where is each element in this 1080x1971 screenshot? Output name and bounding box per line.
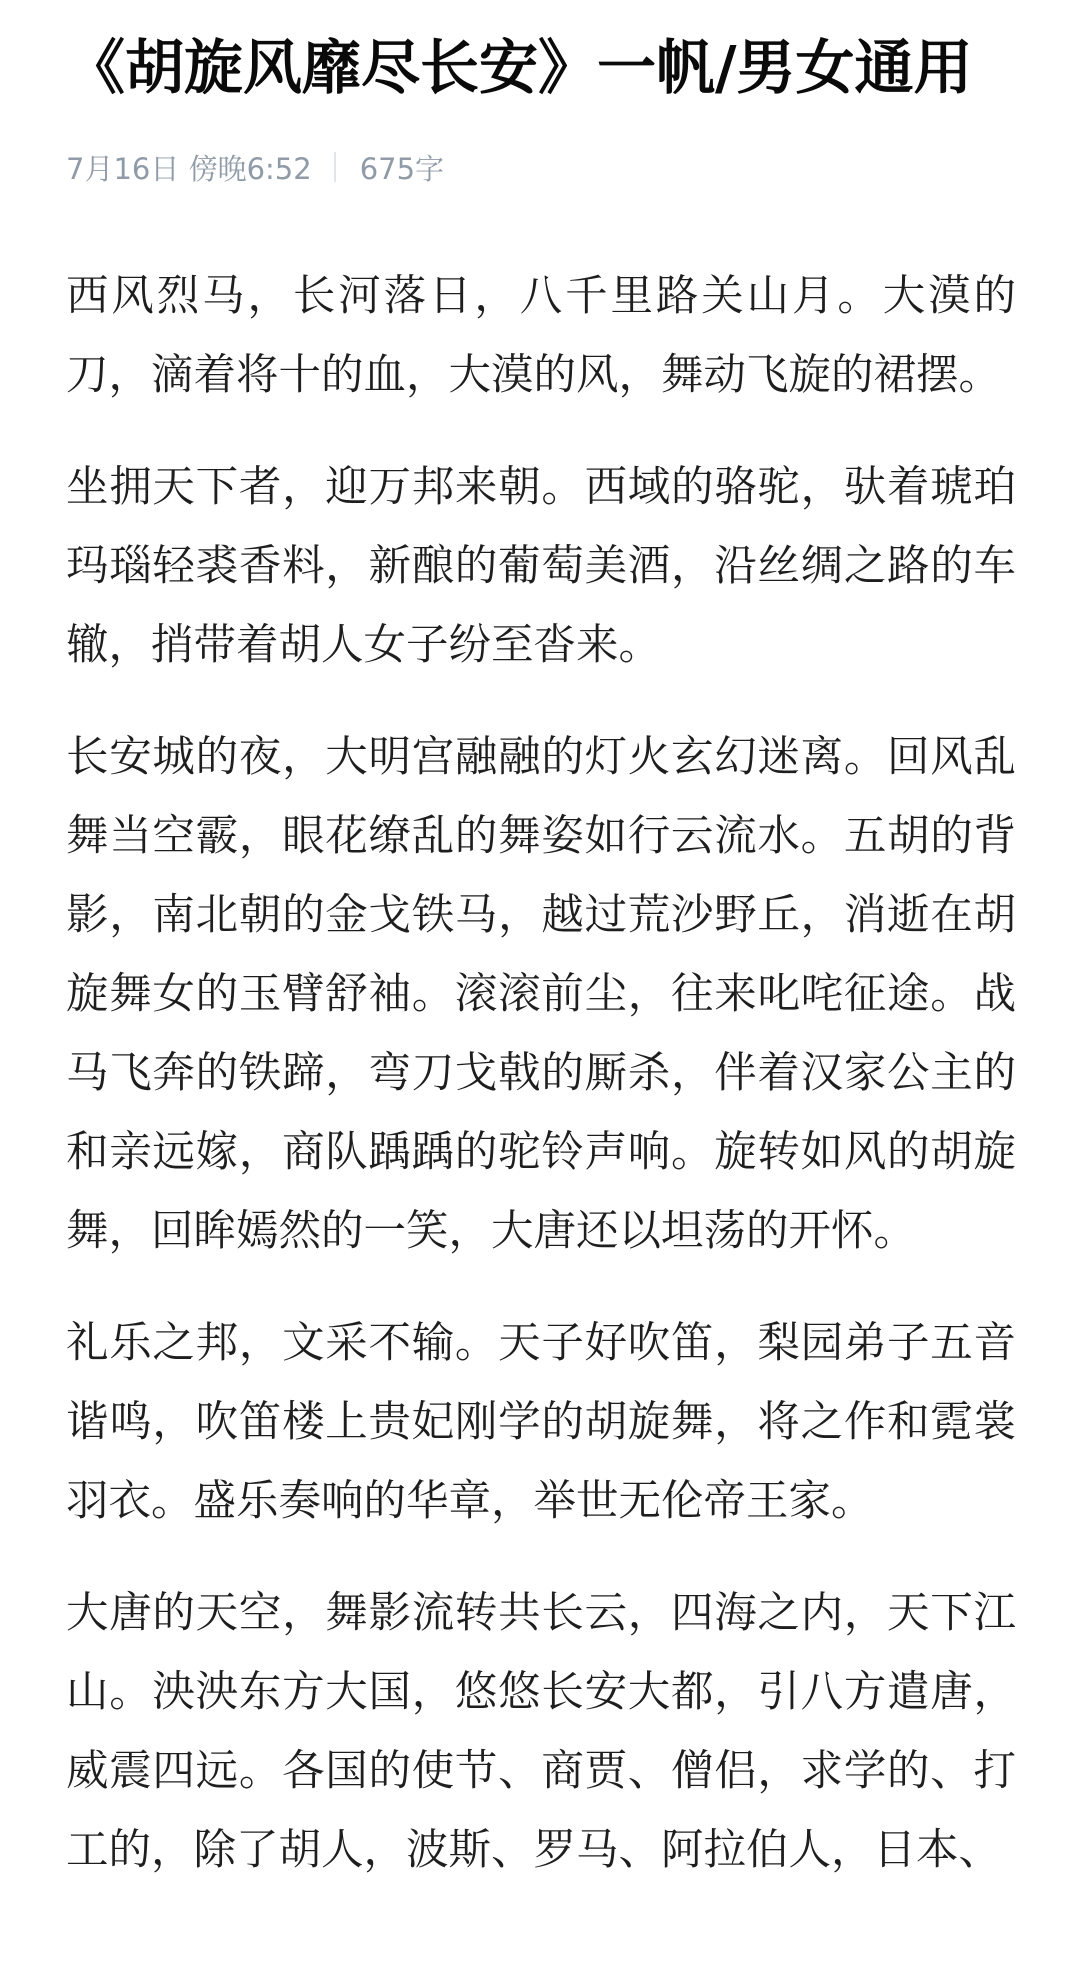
paragraph: 坐拥天下者，迎万邦来朝。西域的骆驼，驮着琥珀玛瑙轻裘香料，新酿的葡萄美酒，沿丝绸之路的车辙，捎带着胡人女子纷至沓来。: [66, 463, 1016, 670]
article-body: [66, 257, 1016, 1890]
publish-date: 7月16日 傍晚6:52: [66, 151, 312, 186]
paragraph: 西风烈马，长河落日，八千里路关山月。大漠的刀，滴着将十的血，大漠的风，舞动飞旋的裙摆。: [66, 272, 1016, 400]
paragraph: 大唐的天空，舞影流转共长云，四海之内，天下江山。泱泱东方大国，悠悠长安大都，引八方遣唐，威震四远。各国的使节、商贾、僧侣，求学的、打工的，除了胡人，波斯、罗马、阿拉伯人，日本、: [66, 1589, 1016, 1875]
article-meta: [66, 145, 1016, 189]
article: [66, 0, 1016, 1923]
paragraph: 长安城的夜，大明宫融融的灯火玄幻迷离。回风乱舞当空霰，眼花缭乱的舞姿如行云流水。五胡的背影，南北朝的金戈铁马，越过荒沙野丘，消逝在胡旋舞女的玉臂舒袖。滚滚前尘，往来叱咤征途。战马飞奔的铁蹄，弯刀戈戟的厮杀，伴着汉家公主的和亲远嫁，商队踽踽的驼铃声响。旋转如风的胡旋舞，回眸嫣然的一笑，大唐还以坦荡的开怀。: [66, 733, 1016, 1256]
meta-divider: [334, 152, 336, 182]
paragraph: 礼乐之邦，文采不输。天子好吹笛，梨园弟子五音谐鸣，吹笛楼上贵妃刚学的胡旋舞，将之作和霓裳羽衣。盛乐奏响的华章，举世无伦帝王家。: [66, 1319, 1016, 1526]
word-count: 675字: [359, 151, 445, 186]
article-title: 《胡旋风靡尽长安》一帆/男女通用: [66, 33, 973, 102]
